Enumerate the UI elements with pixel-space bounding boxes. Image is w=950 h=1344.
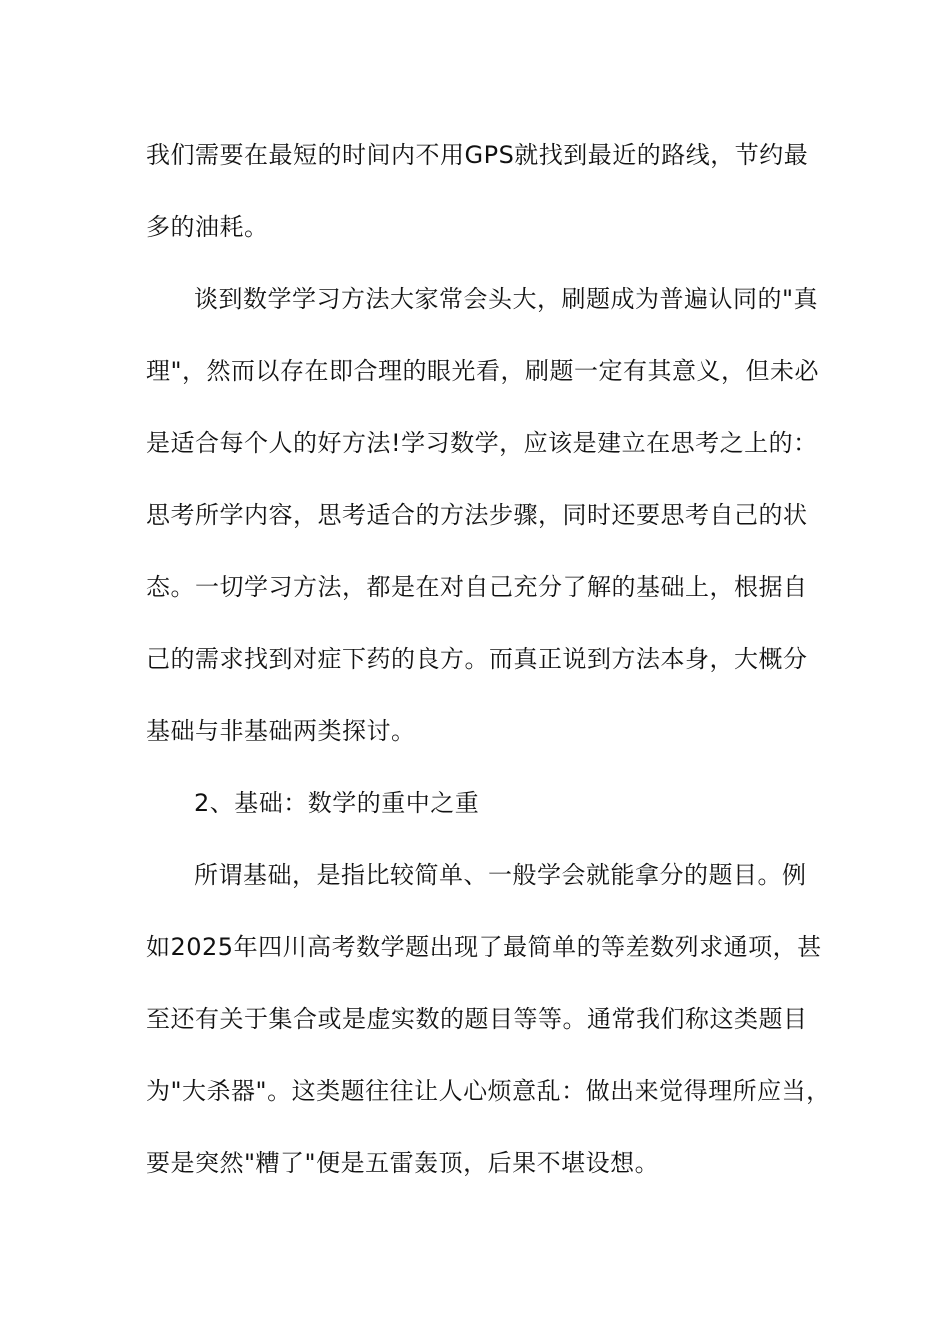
paragraph-line: 如2025年四川高考数学题出现了最简单的等差数列求通项，甚 [146,933,822,961]
paragraph-line: 思考所学内容，思考适合的方法步骤，同时还要思考自己的状 [146,501,808,529]
paragraph-line: 多的油耗。 [146,213,269,241]
paragraph-line: 基础与非基础两类探讨。 [146,717,416,745]
paragraph-line: 是适合每个人的好方法!学习数学，应该是建立在思考之上的： [146,429,818,457]
section-heading: 2、基础：数学的重中之重 [194,789,480,817]
paragraph-line: 己的需求找到对症下药的良方。而真正说到方法本身，大概分 [146,645,808,673]
paragraph-line: 我们需要在最短的时间内不用GPS就找到最近的路线，节约最 [146,141,809,169]
paragraph-line: 为"大杀器"。这类题往往让人心烦意乱：做出来觉得理所应当， [146,1077,831,1105]
paragraph-line: 态。一切学习方法，都是在对自己充分了解的基础上，根据自 [146,573,808,601]
paragraph-line: 谈到数学学习方法大家常会头大，刷题成为普遍认同的"真 [194,285,819,313]
paragraph-line: 所谓基础，是指比较简单、一般学会就能拿分的题目。例 [194,861,807,889]
paragraph-line: 要是突然"糟了"便是五雷轰顶，后果不堪设想。 [146,1149,660,1177]
paragraph-line: 至还有关于集合或是虚实数的题目等等。通常我们称这类题目 [146,1005,808,1033]
paragraph-line: 理"，然而以存在即合理的眼光看，刷题一定有其意义，但未必 [146,357,820,385]
